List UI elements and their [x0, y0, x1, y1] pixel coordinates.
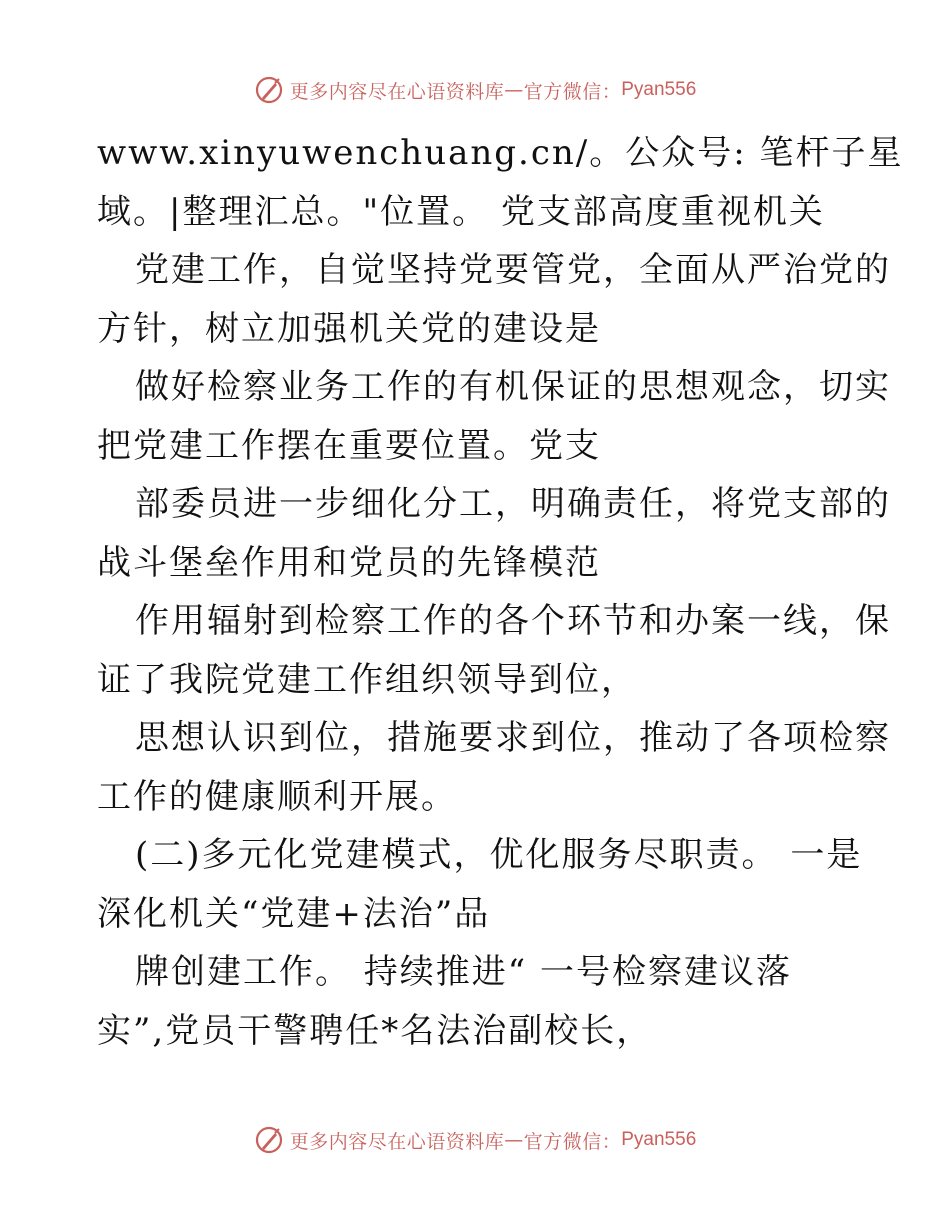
body-line: 部委员进一步细化分工，明确责任，将党支部的	[135, 484, 891, 524]
banner-contact: 官方微信：	[523, 80, 622, 103]
banner-contact: 官方微信：	[523, 1130, 622, 1153]
body-line: 证了我院党建工作组织领导到位，	[97, 659, 637, 700]
document-body	[97, 124, 904, 1060]
banner-dash: —	[504, 79, 524, 101]
quill-logo-icon	[254, 1125, 284, 1155]
body-line: 深化机关“党建+法治”品	[97, 893, 491, 934]
body-line: (二)多元化党建模式，优化服务尽职责。 一是	[135, 835, 863, 875]
body-line: 域。|整理汇总。"位置。 党支部高度重视机关	[97, 191, 825, 232]
banner-title: 更多内容尽在心语资料库	[289, 1130, 505, 1153]
footer-banner	[0, 1120, 950, 1160]
body-line: 实”,党员干警聘任*名法治副校长，	[97, 1010, 653, 1051]
banner-dash: —	[504, 1129, 524, 1151]
body-line: 工作的健康顺利开展。	[97, 776, 457, 817]
body-line: 思想认识到位，措施要求到位，推动了各项检察	[135, 718, 891, 758]
quill-logo-icon	[254, 75, 284, 105]
body-line: 把党建工作摆在重要位置。党支	[97, 425, 601, 466]
banner-handle: Pyan556	[621, 1129, 697, 1150]
body-line: www.xinyuwenchuang.cn/。公众号: 笔杆子星	[97, 133, 904, 173]
body-line: 作用辐射到检察工作的各个环节和办案一线，保	[135, 601, 891, 641]
body-line: 战斗堡垒作用和党员的先锋模范	[97, 542, 601, 583]
banner-handle: Pyan556	[621, 79, 697, 100]
header-banner	[0, 70, 950, 110]
body-line: 做好检察业务工作的有机保证的思想观念，切实	[135, 367, 891, 407]
body-line: 党建工作，自觉坚持党要管党，全面从严治党的	[135, 250, 891, 290]
banner-title: 更多内容尽在心语资料库	[289, 80, 505, 103]
body-line: 牌创建工作。 持续推进“ 一号检察建议落	[135, 952, 792, 992]
body-line: 方针，树立加强机关党的建设是	[97, 308, 601, 349]
